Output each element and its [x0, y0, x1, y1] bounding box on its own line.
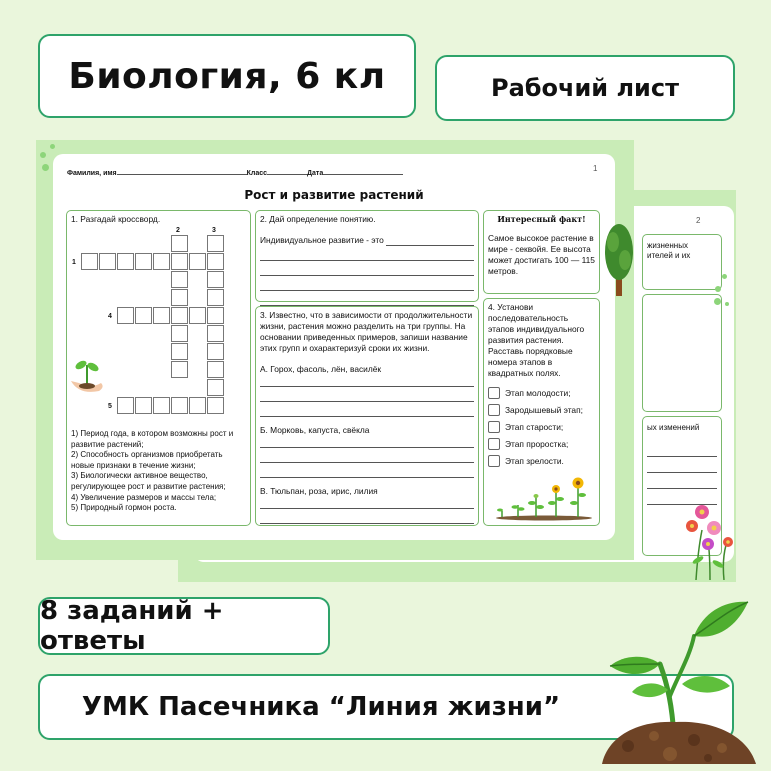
crossword-cell[interactable]	[135, 253, 152, 270]
crossword-cell[interactable]	[171, 397, 188, 414]
crossword-cell[interactable]	[153, 307, 170, 324]
name-line[interactable]	[117, 166, 247, 175]
crossword-cell[interactable]	[171, 325, 188, 342]
stage-row-5	[488, 455, 595, 467]
crossword-cell[interactable]	[171, 343, 188, 360]
answer-line[interactable]	[260, 266, 474, 276]
order-checkbox[interactable]	[488, 404, 500, 416]
answer-line[interactable]	[260, 438, 474, 448]
umk-text: УМК Пасечника “Линия жизни”	[81, 692, 561, 722]
stage-row-3	[488, 421, 595, 433]
stage-label: Этап молодости;	[505, 387, 571, 398]
page-1-number: 1	[593, 164, 598, 173]
crossword-cell[interactable]	[207, 397, 224, 414]
crossword-cell[interactable]	[207, 325, 224, 342]
stage-row-4	[488, 438, 595, 450]
stage-row-1	[488, 387, 595, 399]
task-2-prompt: 2. Дай определение понятию.	[260, 214, 376, 224]
decor-dot	[714, 298, 721, 305]
class-label: Класс	[246, 170, 268, 177]
name-label: Фамилия, имя	[67, 170, 117, 177]
crossword-number-5: 5	[108, 403, 112, 410]
worksheet-title: Рост и развитие растений	[244, 188, 424, 202]
crossword-cell[interactable]	[171, 253, 188, 270]
crossword-cell[interactable]	[135, 397, 152, 414]
page-2-fragment-1: жизненных	[647, 241, 688, 250]
sprout-in-hands-image	[69, 351, 105, 399]
answer-line[interactable]	[260, 407, 474, 417]
crossword-cell[interactable]	[207, 361, 224, 378]
stage-label: Этап проростка;	[505, 438, 569, 449]
class-line[interactable]	[267, 166, 307, 175]
decor-dot	[42, 164, 49, 171]
crossword-cell[interactable]	[189, 307, 206, 324]
page-2-fragment-3: ых изменений	[647, 423, 700, 432]
crossword-cell[interactable]	[117, 253, 134, 270]
crossword-cell[interactable]	[207, 379, 224, 396]
tasks-banner	[38, 597, 330, 655]
task-1-prompt: 1. Разгадай кроссворд.	[71, 214, 161, 224]
flowers-image	[676, 500, 742, 580]
crossword-number-1: 1	[72, 259, 76, 266]
date-label: Дата	[307, 170, 324, 177]
crossword-cell[interactable]	[171, 361, 188, 378]
crossword-cell[interactable]	[81, 253, 98, 270]
crossword-cell[interactable]	[171, 235, 188, 252]
plant-growth-stages-image	[494, 477, 594, 521]
task-4-prompt: 4. Установи последовательность этапов индивидуального развития растения. Расставь порядковые номера этапов в квадратных полях.	[488, 302, 585, 378]
task-3-prompt: 3. Известно, что в зависимости от продолжительности жизни, растения можно разделить на три группы. На основании приведенных примеров, запиши название этих групп и охарактеризуй сроки их жизни.	[260, 310, 473, 353]
crossword-cell[interactable]	[135, 307, 152, 324]
crossword-cell[interactable]	[117, 307, 134, 324]
clue-2: 2) Способность организмов приобретать новые признаки в течение жизни;	[71, 450, 223, 470]
decor-dot	[725, 302, 729, 306]
cover-type: Рабочий лист	[490, 74, 680, 102]
crossword-cell[interactable]	[171, 271, 188, 288]
crossword-cell[interactable]	[171, 307, 188, 324]
page-2-fragment-2: ителей и их	[647, 251, 691, 260]
crossword-cell[interactable]	[207, 343, 224, 360]
crossword-cell[interactable]	[207, 271, 224, 288]
crossword-cell[interactable]	[207, 307, 224, 324]
order-checkbox[interactable]	[488, 455, 500, 467]
crossword-cell[interactable]	[171, 289, 188, 306]
cover-title: Биология, 6 кл	[68, 55, 386, 97]
fact-title: Интересный факт!	[497, 214, 586, 224]
order-checkbox[interactable]	[488, 387, 500, 399]
crossword-cell[interactable]	[117, 397, 134, 414]
crossword-cell[interactable]	[207, 289, 224, 306]
crossword-cell[interactable]	[153, 253, 170, 270]
answer-line[interactable]	[260, 281, 474, 291]
date-line[interactable]	[323, 166, 403, 175]
clue-1: 1) Период года, в котором возможны рост и развитие растений;	[71, 429, 234, 449]
answer-line[interactable]	[260, 499, 474, 509]
page-2-number: 2	[696, 216, 701, 225]
task-1-crossword-box	[66, 210, 251, 526]
decor-dot	[715, 286, 721, 292]
decor-dot	[722, 274, 727, 279]
stage-row-2	[488, 404, 595, 416]
task-3-item-c: В. Тюльпан, роза, ирис, лилия	[260, 486, 378, 496]
answer-line[interactable]	[260, 377, 474, 387]
crossword-number-4: 4	[108, 313, 112, 320]
crossword-cell[interactable]	[207, 253, 224, 270]
task-3-box	[255, 306, 479, 526]
order-checkbox[interactable]	[488, 438, 500, 450]
task-2-text: Индивидуальное развитие - это	[260, 235, 384, 245]
answer-line[interactable]	[260, 392, 474, 402]
crossword-clues	[71, 429, 246, 514]
decor-dot	[50, 144, 55, 149]
answer-line[interactable]	[260, 453, 474, 463]
crossword-cell[interactable]	[189, 253, 206, 270]
stage-label: Этап зрелости.	[505, 455, 564, 466]
sprout-in-soil-image	[598, 596, 758, 766]
clue-4: 4) Увеличение размеров и массы тела;	[71, 492, 217, 502]
answer-line[interactable]	[260, 468, 474, 478]
type-banner	[435, 55, 735, 121]
crossword-cell[interactable]	[207, 235, 224, 252]
page-2-box-top	[642, 234, 722, 290]
title-banner	[38, 34, 416, 118]
answer-line[interactable]	[260, 514, 474, 524]
interesting-fact-box	[483, 210, 600, 294]
sequoia-tree-image	[602, 212, 636, 298]
fact-text: Самое высокое растение в мире - секвойя. Ее высота может достигать 100 — 115 метров.	[488, 233, 595, 276]
task-2-box	[255, 210, 479, 302]
crossword-number-2: 2	[176, 227, 180, 234]
page-1-paper	[53, 154, 615, 540]
stage-label: Зародышевый этап;	[505, 404, 583, 415]
student-header	[67, 166, 457, 177]
task-3-item-a: А. Горох, фасоль, лён, василёк	[260, 364, 382, 374]
answer-line[interactable]	[260, 251, 474, 261]
task-3-item-b: Б. Морковь, капуста, свёкла	[260, 425, 370, 435]
clue-3: 3) Биологически активное вещество, регулирующее рост и развитие растения;	[71, 471, 226, 491]
crossword-cell[interactable]	[189, 397, 206, 414]
decor-dot	[40, 152, 46, 158]
tasks-count-text: 8 заданий + ответы	[40, 596, 224, 656]
crossword-number-3: 3	[212, 227, 216, 234]
crossword-cell[interactable]	[153, 397, 170, 414]
answer-line[interactable]	[260, 296, 474, 306]
order-checkbox[interactable]	[488, 421, 500, 433]
page-2-box-middle	[642, 294, 722, 412]
crossword-cell[interactable]	[99, 253, 116, 270]
task-4-box	[483, 298, 600, 526]
stage-label: Этап старости;	[505, 421, 564, 432]
answer-line[interactable]	[386, 237, 474, 246]
clue-5: 5) Природный гормон роста.	[71, 503, 177, 513]
worksheet-page-1-preview	[36, 140, 634, 560]
